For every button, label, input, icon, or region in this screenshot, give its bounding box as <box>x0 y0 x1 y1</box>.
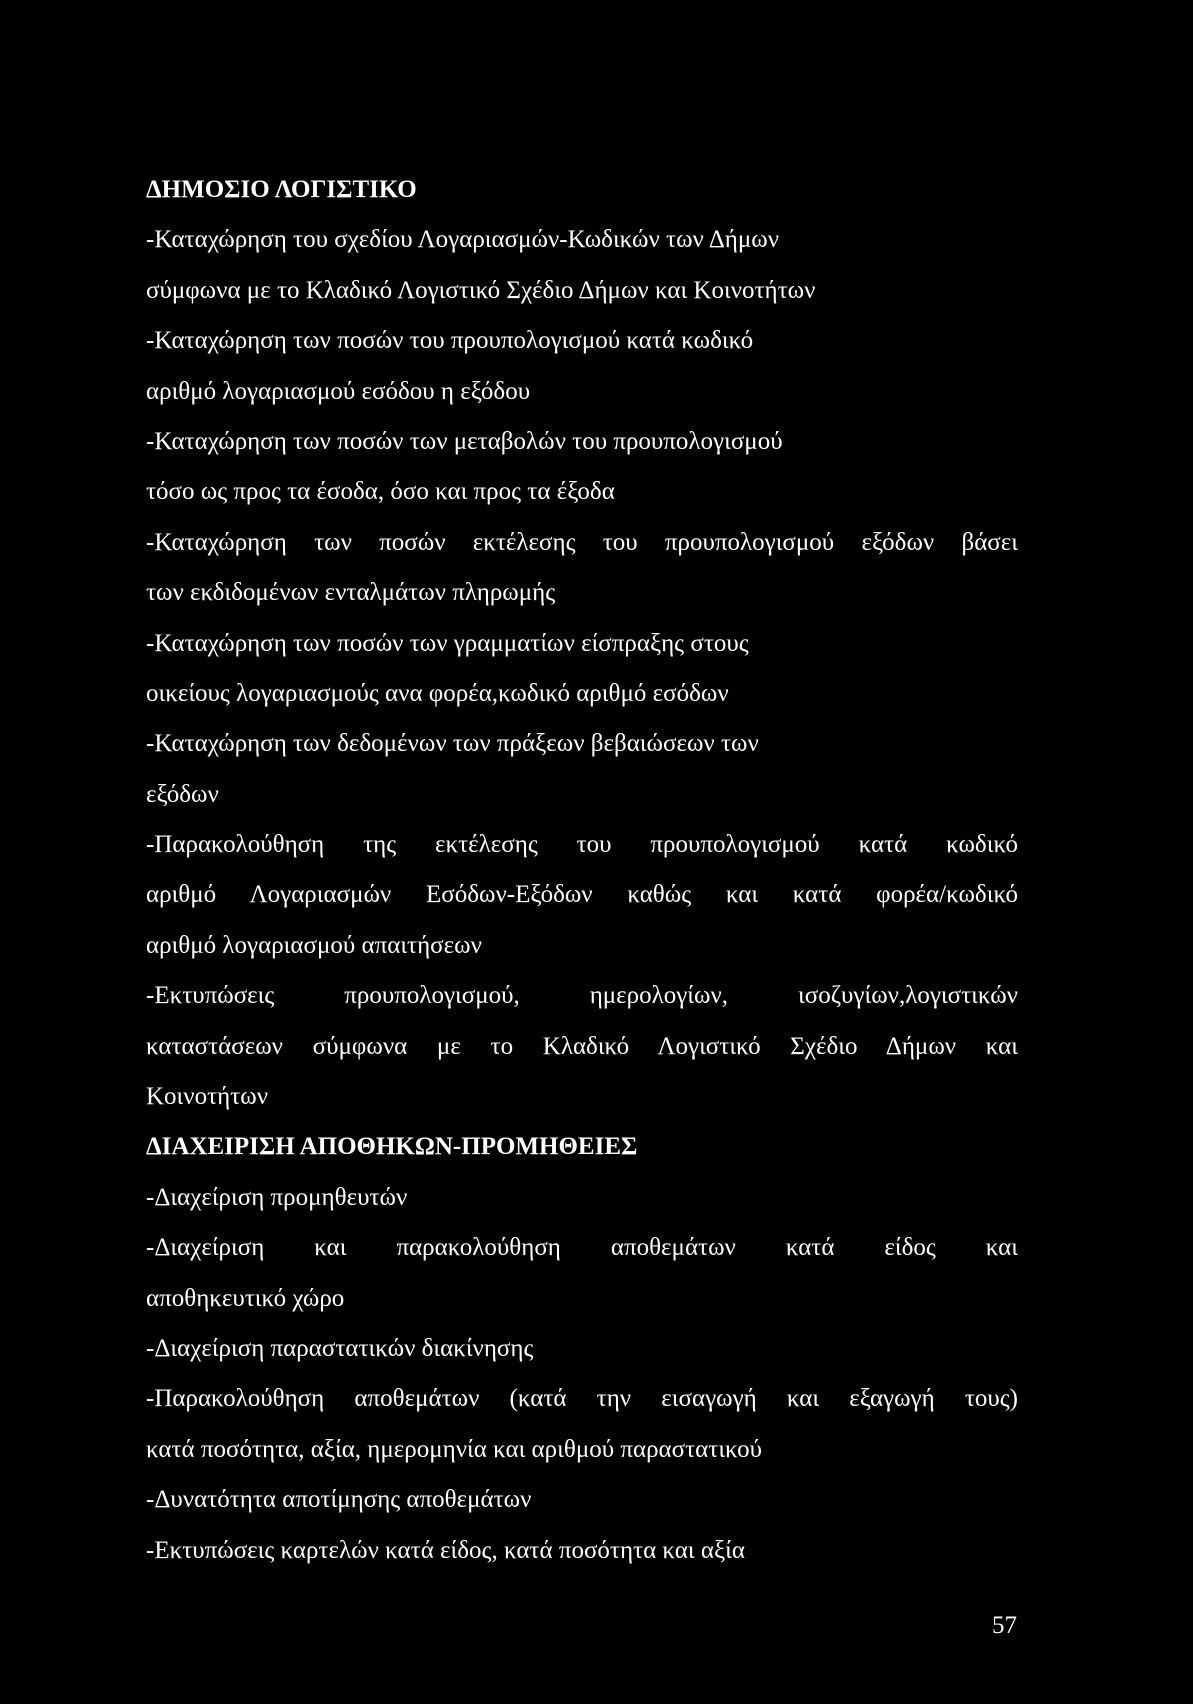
text-line: -Δυνατότητα αποτίμησης αποθεμάτων <box>146 1486 532 1514</box>
text-line: Κοινοτήτων <box>146 1083 269 1111</box>
text-line: τόσο ως προς τα έσοδα, όσο και προς τα έξοδα <box>146 478 615 506</box>
text-line: -Καταχώρηση των δεδομένων των πράξεων βεβαιώσεων των <box>146 730 759 758</box>
text-line: -Καταχώρηση των ποσών των γραμματίων είσπραξης στους <box>146 629 749 657</box>
text-line: καταστάσεων σύμφωνα με το Κλαδικό Λογιστικό Σχέδιο Δήμων και <box>146 1032 1018 1060</box>
text-line: κατά ποσότητα, αξία, ημερομηνία και αριθμού παραστατικού <box>146 1435 762 1463</box>
text-line: αριθμό λογαριασμού εσόδου η εξόδου <box>146 377 531 405</box>
text-line: -Διαχείριση παραστατικών διακίνησης <box>146 1334 534 1362</box>
text-line: -Παρακολούθηση αποθεμάτων (κατά την εισαγωγή και εξαγωγή τους) <box>146 1385 1018 1413</box>
text-line: -Παρακολούθηση της εκτέλεσης του προυπολογισμού κατά κωδικό <box>146 831 1018 859</box>
text-line: -Εκτυπώσεις καρτελών κατά είδος, κατά ποσότητα και αξία <box>146 1536 745 1564</box>
text-line: -Εκτυπώσεις προυπολογισμού, ημερολογίων, ισοζυγίων,λογιστικών <box>146 982 1018 1010</box>
text-line: αριθμό λογαριασμού απαιτήσεων <box>146 931 482 959</box>
section-heading-warehouse-management: ΔΙΑΧΕΙΡΙΣΗ ΑΠΟΘΗΚΩΝ-ΠΡΟΜΗΘΕΙΕΣ <box>146 1133 638 1161</box>
text-line: -Καταχώρηση των ποσών του προυπολογισμού κατά κωδικό <box>146 327 754 355</box>
text-line: αποθηκευτικό χώρο <box>146 1284 345 1312</box>
text-line: οικείους λογαριασμούς ανα φορέα,κωδικό αριθμό εσόδων <box>146 679 729 707</box>
text-line: -Διαχείριση και παρακολούθηση αποθεμάτων κατά είδος και <box>146 1234 1018 1262</box>
section-heading-public-accounting: ΔΗΜΟΣΙΟ ΛΟΓΙΣΤΙΚΟ <box>146 176 417 203</box>
text-line: αριθμό Λογαριασμών Εσόδων-Εξόδων καθώς και κατά φορέα/κωδικό <box>146 881 1018 909</box>
text-line: σύμφωνα με το Κλαδικό Λογιστικό Σχέδιο Δήμων και Κοινοτήτων <box>146 276 816 304</box>
text-line: -Καταχώρηση του σχεδίου Λογαριασμών-Κωδικών των Δήμων <box>146 226 780 254</box>
text-line: -Καταχώρηση των ποσών εκτέλεσης του προυπολογισμού εξόδων βάσει <box>146 528 1018 556</box>
page-number: 57 <box>992 1612 1017 1639</box>
text-line: -Διαχείριση προμηθευτών <box>146 1183 408 1211</box>
text-line: -Καταχώρηση των ποσών των μεταβολών του προυπολογισμού <box>146 427 783 455</box>
text-line: εξόδων <box>146 780 219 808</box>
page-content <box>146 165 1018 1576</box>
text-line: των εκδιδομένων ενταλμάτων πληρωμής <box>146 579 556 607</box>
